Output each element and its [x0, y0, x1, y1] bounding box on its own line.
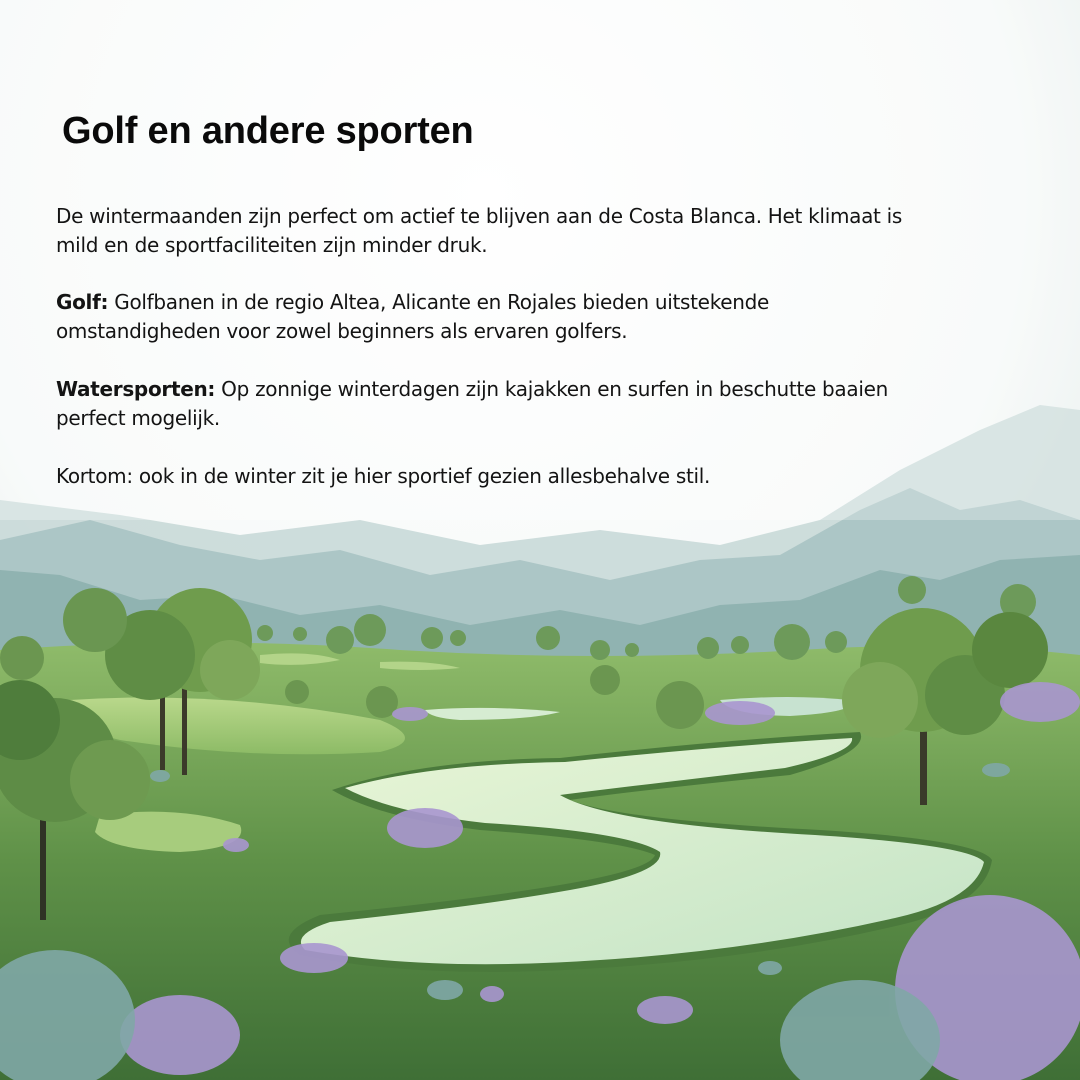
page-title: Golf en andere sporten — [62, 110, 474, 152]
watersport-text: Op zonnige winterdagen zijn kajakken en surfen in beschutte baaien perfect mogelijk. — [56, 377, 888, 430]
watersport-paragraph — [56, 375, 936, 433]
closing-paragraph: Kortom: ook in de winter zit je hier sportief gezien allesbehalve stil. — [56, 464, 711, 488]
golf-label: Golf: — [56, 290, 109, 314]
watersport-label: Watersporten: — [56, 377, 216, 401]
intro-paragraph: De wintermaanden zijn perfect om actief te blijven aan de Costa Blanca. Het klimaat is mild en de sportfaciliteiten zijn minder druk. — [56, 204, 903, 257]
golf-text: Golfbanen in de regio Altea, Alicante en Rojales bieden uitstekende omstandigheden voor zowel beginners als ervaren golfers. — [56, 290, 770, 343]
golf-paragraph — [56, 288, 936, 346]
